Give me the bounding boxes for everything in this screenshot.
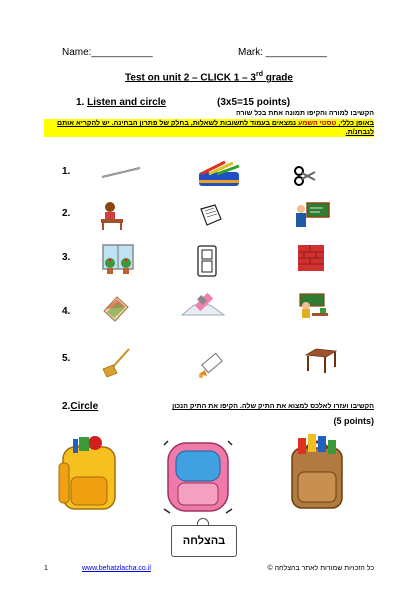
- broom-picture[interactable]: [99, 347, 133, 379]
- footer-copyright: כל הזכויות שמורות לאתר בהצלחה ©: [267, 565, 374, 572]
- section2-number: 2.: [62, 401, 71, 412]
- pencil-picture[interactable]: [100, 165, 142, 179]
- sandwich-picture[interactable]: [101, 293, 131, 323]
- title-sup: rd: [255, 71, 263, 78]
- section1-number: 1.: [76, 97, 85, 108]
- yellow-backpack-picture[interactable]: [53, 433, 125, 519]
- teacher-at-board-picture[interactable]: [293, 199, 331, 231]
- page-title: [0, 71, 418, 83]
- footer-website-link[interactable]: www.behatzlacha.co.il: [82, 565, 151, 572]
- note-part-a: באופן כללי,: [336, 120, 374, 127]
- row-2-number: 2.: [62, 208, 71, 219]
- pink-backpack-picture[interactable]: [160, 437, 236, 517]
- row-5-number: 5.: [62, 353, 71, 364]
- section1-note: [44, 119, 374, 137]
- section1-title: Listen and circle: [87, 97, 167, 108]
- title-main: Test on unit 2 – CLICK 1 – 3: [125, 72, 256, 84]
- section1-instruction: הקשיבו למורה והקיפו תמונה אחת בכל שורה: [235, 110, 374, 117]
- number-eight-picture[interactable]: [196, 244, 218, 278]
- classroom-picture[interactable]: [296, 291, 330, 321]
- row-1-number: 1.: [62, 166, 71, 177]
- page-number: 1: [44, 565, 48, 572]
- behatzlacha-logo: בהצלחה: [171, 525, 237, 557]
- glue-picture[interactable]: [197, 350, 231, 380]
- scissors-picture[interactable]: [293, 165, 317, 187]
- section1-points: (3x5=15 points): [217, 97, 291, 108]
- row-4-number: 4.: [62, 306, 71, 317]
- title-end: grade: [262, 72, 293, 84]
- name-field-label: Name:___________: [62, 47, 153, 58]
- window-with-plants-picture[interactable]: [101, 243, 135, 277]
- section2-points: (5 points): [333, 416, 374, 426]
- section2-heading: [62, 401, 98, 412]
- eraser-picture[interactable]: [180, 291, 226, 319]
- note-part-b: נמצאים בעמוד לתשובות לשאלות, בחלק של פתרון הבחינה. יש להקריא אותם לנבחנ/ת.: [57, 120, 374, 136]
- note-part-red: טסטי השמע: [298, 120, 337, 127]
- pencil-case-picture[interactable]: [195, 160, 243, 190]
- book-picture[interactable]: [197, 203, 223, 227]
- table-picture[interactable]: [304, 347, 338, 375]
- brown-backpack-picture[interactable]: [284, 432, 350, 512]
- row-3-number: 3.: [62, 252, 71, 263]
- girl-at-desk-picture[interactable]: [99, 201, 125, 231]
- section2-instruction: הקשיבו ועזרו לאלכס למצוא את התיק שלה. הקיפו את התיק הנכון: [172, 403, 374, 410]
- section1-heading: [76, 97, 166, 108]
- brick-wall-picture[interactable]: [296, 243, 326, 273]
- mark-field-label: Mark: ___________: [238, 47, 327, 58]
- section2-title: Circle: [70, 401, 99, 412]
